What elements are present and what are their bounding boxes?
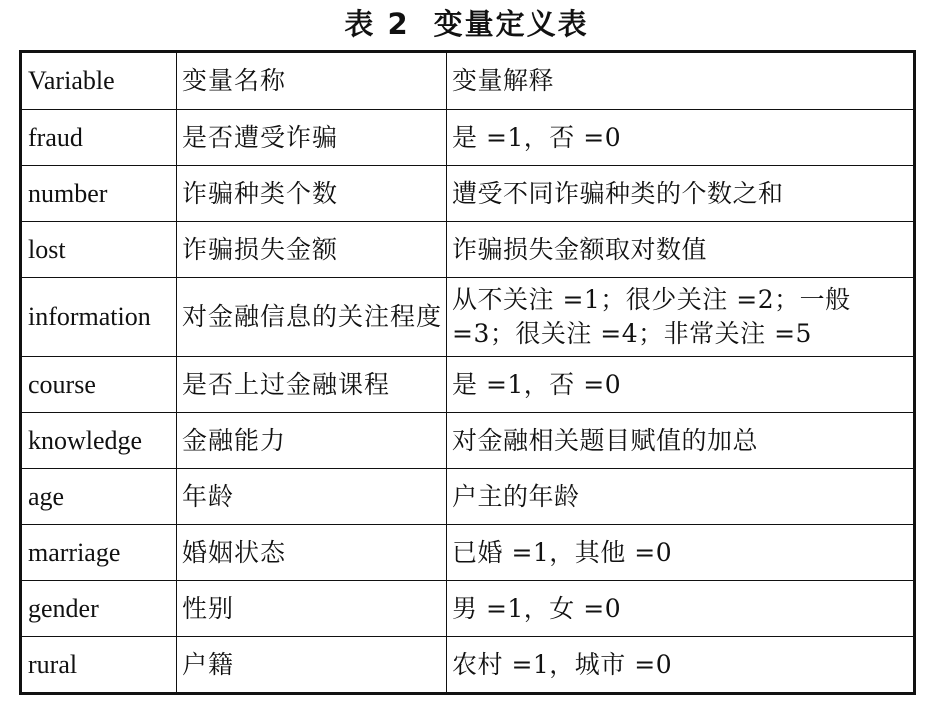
cell-variable: lost	[21, 222, 177, 278]
cell-variable: age	[21, 469, 177, 525]
table-row	[21, 110, 915, 166]
cell-explanation: 从不关注 =1；很少关注 =2；一般 =3；很关注 =4；非常关注 =5	[447, 278, 915, 357]
cell-explanation: 男 =1，女 =0	[447, 581, 915, 637]
cell-variable: information	[21, 278, 177, 357]
table-number: 表 2	[344, 7, 410, 41]
header-variable: Variable	[21, 52, 177, 110]
cell-variable: knowledge	[21, 413, 177, 469]
header-variable-explanation: 变量解释	[447, 52, 915, 110]
table-header-row	[21, 52, 915, 110]
cell-variable: marriage	[21, 525, 177, 581]
table-row	[21, 222, 915, 278]
cell-variable: fraud	[21, 110, 177, 166]
table-row	[21, 278, 915, 357]
cell-name: 金融能力	[177, 413, 447, 469]
cell-explanation: 遭受不同诈骗种类的个数之和	[447, 166, 915, 222]
table-row	[21, 581, 915, 637]
cell-name: 对金融信息的关注程度	[177, 278, 447, 357]
cell-name: 是否上过金融课程	[177, 357, 447, 413]
table-row	[21, 413, 915, 469]
table-row	[21, 637, 915, 694]
cell-name: 诈骗种类个数	[177, 166, 447, 222]
table-row	[21, 525, 915, 581]
cell-explanation: 是 =1，否 =0	[447, 357, 915, 413]
cell-explanation: 诈骗损失金额取对数值	[447, 222, 915, 278]
cell-name: 是否遭受诈骗	[177, 110, 447, 166]
cell-variable: number	[21, 166, 177, 222]
header-variable-name: 变量名称	[177, 52, 447, 110]
table-row	[21, 469, 915, 525]
cell-name: 年龄	[177, 469, 447, 525]
cell-explanation: 已婚 =1，其他 =0	[447, 525, 915, 581]
cell-explanation: 是 =1，否 =0	[447, 110, 915, 166]
cell-variable: rural	[21, 637, 177, 694]
cell-name: 性别	[177, 581, 447, 637]
table-row	[21, 166, 915, 222]
table-caption	[0, 4, 933, 44]
cell-name: 户籍	[177, 637, 447, 694]
table-row	[21, 357, 915, 413]
cell-variable: gender	[21, 581, 177, 637]
cell-name: 诈骗损失金额	[177, 222, 447, 278]
table-title: 变量定义表	[433, 7, 589, 41]
cell-variable: course	[21, 357, 177, 413]
cell-explanation: 农村 =1，城市 =0	[447, 637, 915, 694]
cell-name: 婚姻状态	[177, 525, 447, 581]
cell-explanation: 对金融相关题目赋值的加总	[447, 413, 915, 469]
variable-definition-table	[19, 50, 916, 695]
cell-explanation: 户主的年龄	[447, 469, 915, 525]
